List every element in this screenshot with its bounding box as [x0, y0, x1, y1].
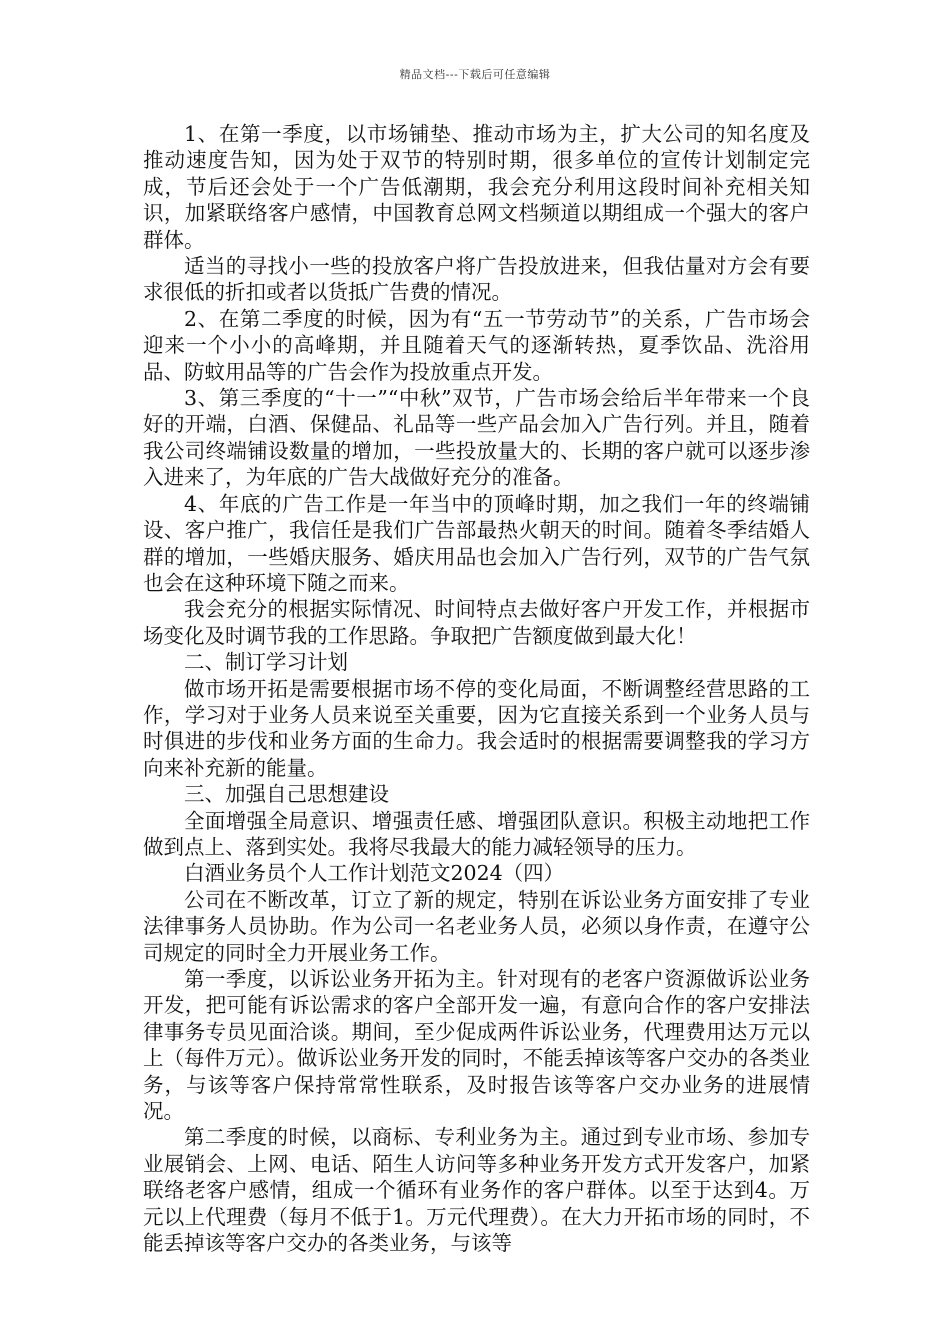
paragraph-q1: 1、在第一季度，以市场铺垫、推动市场为主，扩大公司的知名度及推动速度告知，因为处于双节的特别时期，很多单位的宣传计划制定完成，节后还会处于一个广告低潮期，我会充分利用这段时间补充相关知识，加紧联络客户感情，中国教育总网文档频道以期组成一个强大的客户群体。: [143, 122, 810, 252]
paragraph-small-clients: 适当的寻找小一些的投放客户将广告投放进来，但我估量对方会有要求很低的折扣或者以货抵广告费的情况。: [143, 254, 810, 305]
document-subtitle: 白酒业务员个人工作计划范文2024（四）: [184, 861, 565, 886]
paragraph-summary: 我会充分的根据实际情况、时间特点去做好客户开发工作，并根据市场变化及时调节我的工作思路。争取把广告额度做到最大化！: [143, 597, 810, 648]
paragraph-company-reform: 公司在不断改革，订立了新的规定，特别在诉讼业务方面安排了专业法律事务人员协助。作为公司一名老业务人员，必须以身作责，在遵守公司规定的同时全力开展业务工作。: [143, 887, 810, 965]
document-body: [143, 121, 810, 1256]
section-heading-self-building: 三、加强自己思想建设: [184, 782, 389, 807]
paragraph-q4: 4、年底的广告工作是一年当中的顶峰时期，加之我们一年的终端铺设、客户推广，我信任是我们广告部最热火朝天的时间。随着冬季结婚人群的增加，一些婚庆服务、婚庆用品也会加入广告行列，双节的广告气氛也会在这种环境下随之而来。: [143, 491, 810, 595]
paragraph-study-plan: 做市场开拓是需要根据市场不停的变化局面，不断调整经营思路的工作，学习对于业务人员来说至关重要，因为它直接关系到一个业务人员与时俱进的步伐和业务方面的生命力。我会适时的根据需要调整我的学习方向来补充新的能量。: [143, 676, 810, 780]
paragraph-second-quarter-trademark: 第二季度的时候，以商标、专利业务为主。通过到专业市场、参加专业展销会、上网、电话、陌生人访问等多种业务开发方式开发客户，加紧联络老客户感情，组成一个循环有业务作的客户群体。以至于达到4。万元以上代理费（每月不低于1。万元代理费）。在大力开拓市场的同时，不能丢掉该等客户交办的各类业务，与该等: [143, 1125, 810, 1256]
paragraph-q2: 2、在第二季度的时候，因为有“五一节劳动节”的关系，广告市场会迎来一个小小的高峰期，并且随着天气的逐渐转热，夏季饮品、洗浴用品、防蚊用品等的广告会作为投放重点开发。: [143, 306, 810, 384]
paragraph-self-building: 全面增强全局意识、增强责任感、增强团队意识。积极主动地把工作做到点上、落到实处。我将尽我最大的能力减轻领导的压力。: [143, 808, 810, 859]
page-header: 精品文档---下载后可任意编辑: [399, 68, 551, 81]
paragraph-first-quarter-litigation: 第一季度，以诉讼业务开拓为主。针对现有的老客户资源做诉讼业务开发，把可能有诉讼需求的客户全部开发一遍，有意向合作的客户安排法律事务专员见面洽谈。期间，至少促成两件诉讼业务，代理费用达万元以上（每件万元）。做诉讼业务开发的同时，不能丢掉该等客户交办的各类业务，与该等客户保持常常性联系，及时报告该等客户交办业务的进展情况。: [143, 967, 810, 1124]
paragraph-q3: 3、第三季度的“十一”“中秋”双节，广告市场会给后半年带来一个良好的开端，白酒、保健品、礼品等一些产品会加入广告行列。并且，随着我公司终端铺设数量的增加，一些投放量大的、长期的客户就可以逐步渗入进来了，为年底的广告大战做好充分的准备。: [143, 386, 810, 490]
section-heading-study-plan: 二、制订学习计划: [184, 650, 348, 675]
